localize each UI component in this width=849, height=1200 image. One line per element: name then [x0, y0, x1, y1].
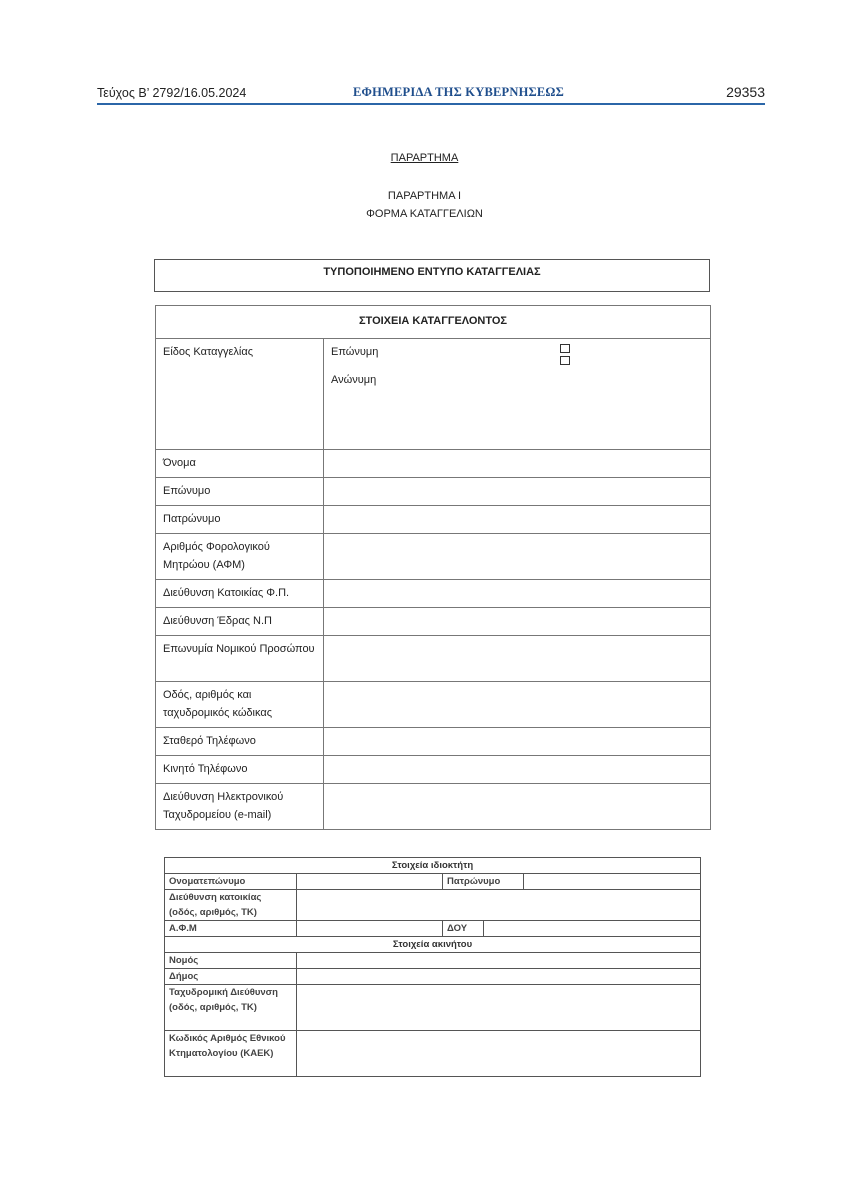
issue-reference: Τεύχος Β’ 2792/16.05.2024 — [97, 86, 247, 100]
complainant-section-title: ΣΤΟΙΧΕΙΑ ΚΑΤΑΓΓΕΛΟΝΤΟΣ — [156, 306, 711, 339]
standard-form-title: ΤΥΠΟΠΟΙΗΜΕΝΟ ΕΝΤΥΠΟ ΚΑΤΑΓΓΕΛΙΑΣ — [323, 266, 541, 278]
address-label: Διεύθυνση κατοικίας (οδός, αριθμός, ΤΚ) — [165, 890, 297, 921]
first-name-field[interactable] — [324, 450, 711, 478]
field-label: Επώνυμο — [156, 478, 324, 506]
email-field[interactable] — [324, 784, 711, 830]
annex-1-heading: ΠΑΡΑΡΤΗΜΑ Ι — [387, 190, 462, 202]
owner-patronymic-field[interactable] — [524, 874, 701, 890]
field-label: Οδός, αριθμός και ταχυδρομικός κώδικας — [156, 682, 324, 728]
field-label: Διεύθυνση Έδρας Ν.Π — [156, 608, 324, 636]
option-named-label: Επώνυμη — [331, 346, 379, 358]
field-label: Κινητό Τηλέφωνο — [156, 756, 324, 784]
named-checkbox[interactable] — [560, 344, 570, 353]
full-name-label: Ονοματεπώνυμο — [165, 874, 297, 890]
residence-address-field[interactable] — [324, 580, 711, 608]
doy-label: ΔΟΥ — [443, 921, 484, 937]
doy-field[interactable] — [484, 921, 701, 937]
field-label: Αριθμός Φορολογικού Μητρώου (ΑΦΜ) — [156, 534, 324, 580]
complainant-table — [155, 305, 711, 830]
mobile-field[interactable] — [324, 756, 711, 784]
municipality-label: Δήμος — [165, 969, 297, 985]
field-label: Διεύθυνση Ηλεκτρονικού Ταχυδρομείου (e-mail) — [156, 784, 324, 830]
owner-property-table — [164, 857, 701, 1077]
postal-address-label: Ταχυδρομική Διεύθυνση (οδός, αριθμός, ΤΚ) — [165, 985, 297, 1031]
form-title: ΦΟΡΜΑ ΚΑΤΑΓΓΕΛΙΩΝ — [366, 208, 483, 220]
owner-afm-label: Α.Φ.Μ — [165, 921, 297, 937]
field-label: Σταθερό Τηλέφωνο — [156, 728, 324, 756]
field-label: Όνομα — [156, 450, 324, 478]
landline-field[interactable] — [324, 728, 711, 756]
afm-field[interactable] — [324, 534, 711, 580]
property-section-title: Στοιχεία ακινήτου — [165, 937, 701, 953]
complaint-type-cell — [324, 339, 711, 450]
owner-address-field[interactable] — [297, 890, 701, 921]
kaek-field[interactable] — [297, 1031, 701, 1077]
field-label: Πατρώνυμο — [156, 506, 324, 534]
anonymous-checkbox[interactable] — [560, 356, 570, 365]
full-name-field[interactable] — [297, 874, 443, 890]
kaek-label: Κωδικός Αριθμός Εθνικού Κτηματολογίου (ΚΑΕΚ) — [165, 1031, 297, 1077]
municipality-field[interactable] — [297, 969, 701, 985]
legal-entity-name-field[interactable] — [324, 636, 711, 682]
header-rule — [97, 103, 765, 105]
page-header — [97, 82, 765, 104]
complaint-type-label: Είδος Καταγγελίας — [156, 339, 324, 450]
owner-afm-field[interactable] — [297, 921, 443, 937]
owner-section-title: Στοιχεία ιδιοκτήτη — [165, 858, 701, 874]
option-anonymous-label: Ανώνυμη — [331, 374, 377, 386]
patronymic-field[interactable] — [324, 506, 711, 534]
prefecture-field[interactable] — [297, 953, 701, 969]
postal-address-field[interactable] — [297, 985, 701, 1031]
legal-seat-address-field[interactable] — [324, 608, 711, 636]
field-label: Διεύθυνση Κατοικίας Φ.Π. — [156, 580, 324, 608]
prefecture-label: Νομός — [165, 953, 297, 969]
gazette-title: ΕΦΗΜΕΡΙΔΑ ΤΗΣ ΚΥΒΕΡΝΗΣΕΩΣ — [353, 85, 564, 99]
annex-heading: ΠΑΡΑΡΤΗΜΑ — [390, 152, 459, 164]
surname-field[interactable] — [324, 478, 711, 506]
standard-form-box — [154, 259, 710, 292]
street-postcode-field[interactable] — [324, 682, 711, 728]
patronymic-label: Πατρώνυμο — [443, 874, 524, 890]
field-label: Επωνυμία Νομικού Προσώπου — [156, 636, 324, 682]
page-number: 29353 — [726, 84, 765, 100]
